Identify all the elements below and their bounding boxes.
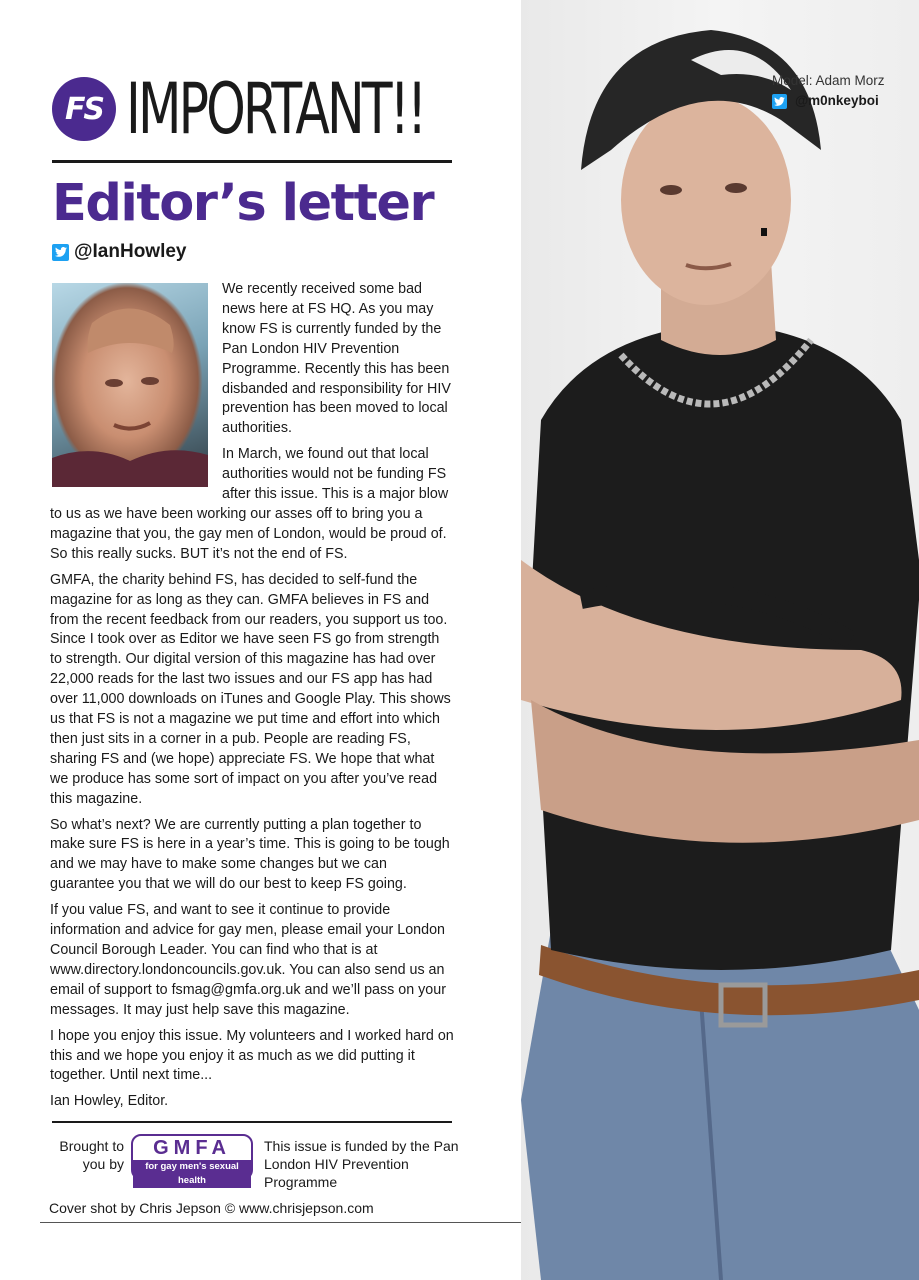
cover-model-photo — [521, 0, 919, 1280]
model-handle-label: @m0nkeyboi — [795, 93, 879, 108]
divider — [52, 160, 452, 163]
letter-paragraph: We recently received some bad news here at FS HQ. As you may know FS is currently funded by the Pan London HIV Prevention Programme. Recently this has been disbanded and responsibility for HIV prevention has been moved to local authorities. — [222, 281, 451, 437]
section-title: IMPORTANT!! — [126, 68, 425, 150]
twitter-icon — [772, 94, 787, 109]
letter-paragraph: I hope you enjoy this issue. My volunteers and I worked hard on this and we hope you enjoy it as much as we did putting it together. Until next time... — [50, 1027, 454, 1084]
page-header — [52, 68, 540, 150]
twitter-icon — [52, 244, 69, 261]
letter-paragraph: In March, we found out that local authorities would not be funding FS after this issue. This is a major blow to us as we have been working our asses off to bring you a magazine that you, the gay men of London, would be proud of. So this really sucks. BUT it’s not the end of FS. — [50, 446, 449, 562]
funding-notice: This issue is funded by the Pan London HIV Prevention Programme — [264, 1138, 459, 1190]
model-credit — [772, 71, 885, 111]
cover-credit: Cover shot by Chris Jepson © www.chrisjepson.com — [49, 1200, 374, 1216]
divider — [52, 1121, 452, 1123]
letter-signoff: Ian Howley, Editor. — [50, 1093, 169, 1110]
letter-paragraph: If you value FS, and want to see it continue to provide information and advice for gay men, please email your London Council Borough Leader. You can find who that is at www.directory.londoncouncils.gov.uk. You can also send us an email of support to fsmag@gmfa.org.uk and we’ll pass on your messages. It may just help save this magazine. — [50, 902, 446, 1018]
page-title: Editor’s letter — [52, 174, 434, 233]
brought-to-you-by: Brought to you by — [59, 1138, 124, 1172]
model-name: Model: Adam Morz — [772, 73, 885, 88]
author-handle-label: @IanHowley — [74, 241, 187, 262]
letter-body — [50, 280, 455, 1118]
letter-paragraph: So what’s next? We are currently putting a plan together to make sure FS is here in a year’s time. This is going to be tough and we may have to make some changes but we can guarantee you that we will do our best to keep FS going. — [50, 816, 450, 893]
letter-paragraph: GMFA, the charity behind FS, has decided to self-fund the magazine for as long as they can. GMFA believes in FS and from the recent feedback from our readers, you support us too. Since I took over as Editor we have seen FS go from strength to strength. Our digital version of this magazine has had over 22,000 reads for the last two issues and our FS app has had over 11,000 downloads on iTunes and Google Play. This shows us that FS is not a magazine we put time and effort into which then just sits in a corner in a pub. People are reading FS, sharing FS and (we hope) appreciate FS. We hope that what we produce has some sort of impact on you after you’ve read this magazine. — [50, 571, 451, 807]
gmfa-tagline: for gay men's sexual health — [133, 1160, 251, 1188]
model-handle[interactable] — [772, 91, 885, 111]
gmfa-logo[interactable] — [131, 1134, 253, 1186]
divider — [40, 1222, 522, 1223]
author-handle[interactable] — [52, 241, 187, 263]
fs-logo: FS — [52, 77, 116, 141]
gmfa-logo-text: GMFA — [153, 1137, 231, 1159]
